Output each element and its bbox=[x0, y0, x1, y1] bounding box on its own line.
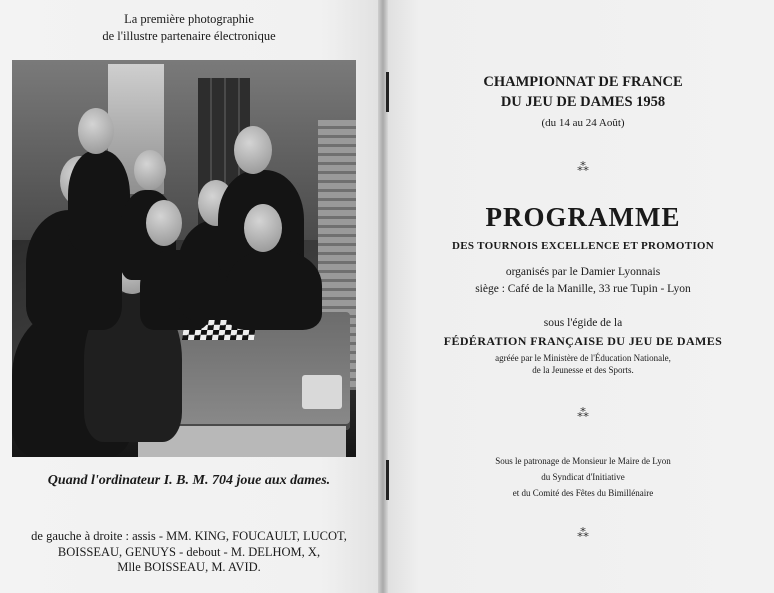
agreement-line-2: de la Jeunesse et des Sports. bbox=[532, 364, 634, 375]
championship-dates: (du 14 au 24 Août) bbox=[541, 117, 625, 129]
championship-title-line-1: CHAMPIONNAT DE FRANCE bbox=[483, 74, 683, 90]
photo-heading bbox=[10, 11, 368, 45]
championship-title bbox=[400, 72, 766, 112]
binding-staple-top bbox=[386, 72, 389, 112]
ornament-icon: ⁂ bbox=[577, 526, 589, 540]
patronage-line-2: du Syndicat d'Initiative bbox=[541, 472, 625, 482]
organizer-line-2: siège : Café de la Manille, 33 rue Tupin - Lyon bbox=[475, 283, 691, 295]
binding-staple-bottom bbox=[386, 460, 389, 500]
organizer-line-1: organisés par le Damier Lyonnais bbox=[505, 266, 661, 278]
tournaments-subtitle: DES TOURNOIS EXCELLENCE ET PROMOTION bbox=[451, 240, 715, 252]
photo-caption: Quand l'ordinateur I. B. M. 704 joue aux dames. bbox=[47, 473, 331, 488]
patronage-block bbox=[400, 453, 766, 501]
photo-person-head bbox=[78, 108, 114, 154]
agreement-block bbox=[400, 353, 766, 376]
photo-person-head bbox=[244, 204, 282, 252]
ornament-icon: ⁂ bbox=[577, 406, 589, 420]
ibm-704-photograph bbox=[12, 60, 356, 457]
credits-line-1: de gauche à droite : assis - MM. KING, FOUCAULT, LUCOT, bbox=[31, 529, 347, 543]
photo-heading-line-1: La première photographie bbox=[124, 12, 254, 26]
photo-device bbox=[302, 375, 342, 409]
federation-name: FÉDÉRATION FRANÇAISE DU JEU DE DAMES bbox=[443, 334, 723, 348]
championship-title-line-2: DU JEU DE DAMES 1958 bbox=[500, 94, 666, 110]
patronage-line-3: et du Comité des Fêtes du Bimillénaire bbox=[512, 488, 654, 498]
photo-person-head bbox=[146, 200, 182, 246]
photo-credits bbox=[10, 529, 368, 576]
photo-person bbox=[226, 250, 322, 330]
egide-text: sous l'égide de la bbox=[543, 317, 623, 329]
credits-line-2: BOISSEAU, GENUYS - debout - M. DELHOM, X, bbox=[57, 544, 321, 559]
photo-person-head bbox=[134, 150, 166, 190]
photo-heading-line-2: de l'illustre partenaire électronique bbox=[102, 29, 276, 43]
agreement-line-1: agréée par le Ministère de l'Éducation Nationale, bbox=[495, 353, 671, 363]
photo-person-head bbox=[234, 126, 272, 174]
programme-heading: PROGRAMME bbox=[485, 202, 681, 232]
organizer-block bbox=[400, 264, 766, 298]
ornament-icon: ⁂ bbox=[577, 160, 589, 174]
patronage-line-1: Sous le patronage de Monsieur le Maire de Lyon bbox=[495, 456, 671, 466]
credits-line-3: Mlle BOISSEAU, M. AVID. bbox=[117, 560, 261, 574]
